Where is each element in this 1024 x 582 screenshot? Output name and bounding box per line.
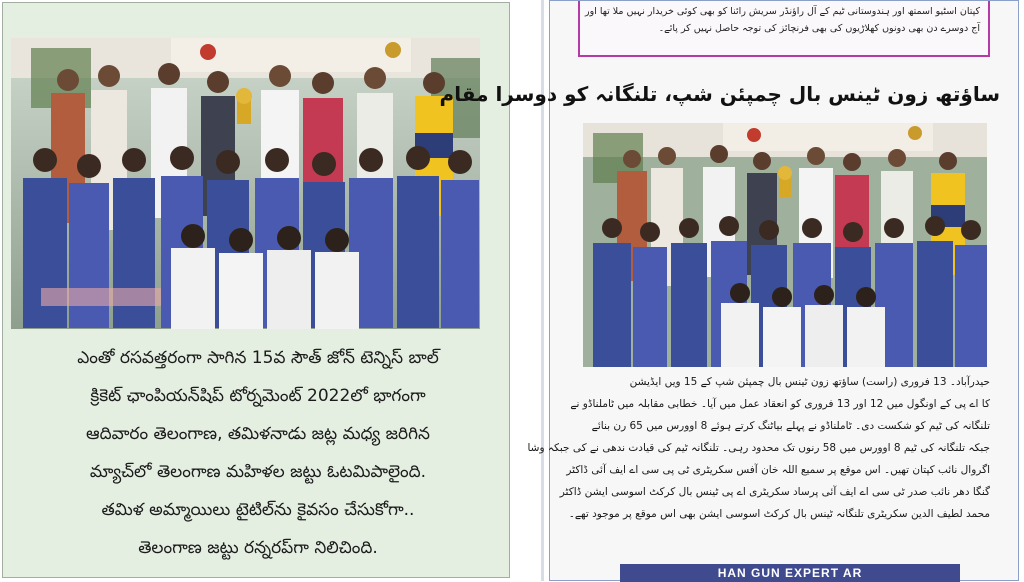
urdu-body-line: حیدرآباد۔ 13 فروری (راست) ساؤتھ زون ٹینس بال چمپئن شپ کے 15 ویں ایڈیشن: [629, 376, 990, 388]
team-photo-illustration: [11, 38, 480, 329]
urdu-body-line: تلنگانہ کی ٹیم کو شکست دی۔ ٹاملناڈو نے پہلے بیاٹنگ کرتے ہوئے 8 اوورس میں 65 رن بنائے: [591, 420, 990, 432]
telugu-line: ఆదివారం తెలంగాణ, తమిళనాడు జట్ల మధ్య జరిగిన: [86, 424, 430, 444]
telugu-line: ఎంతో రసవత్తరంగా సాగిన 15వ సౌత్ జోన్ టెన్నిస్ బాల్: [77, 348, 439, 368]
telugu-line: తెలంగాణ జట్టు రన్నరప్‌గా నిలిచింది.: [138, 538, 378, 558]
urdu-news-body: [527, 371, 990, 525]
urdu-body-line: جبکہ تلنگانہ کی ٹیم 8 اوورس میں 58 رنوں تک محدود رہی۔ تلنگانہ ٹیم کی قیادت ندھی نے کی جبکہ وشا: [527, 442, 990, 454]
telugu-line: తమిళ అమ్మాయిలు టైటిల్‌ను కైవసం చేసుకోగా..: [101, 500, 415, 520]
next-article-banner: HAN GUN EXPERT AR: [620, 564, 960, 582]
previous-article-box: [578, 1, 990, 57]
urdu-body-line: کا اے پی کے اونگول میں 12 اور 13 فروری کو انعقاد عمل میں آیا۔ خطابی مقابلہ میں ٹاملناڈو نے: [570, 398, 990, 410]
urdu-headline: ساؤتھ زون ٹینس بال چمپئن شپ، تلنگانہ کو دوسرا مقام: [439, 82, 1000, 106]
urdu-body-line: گنگا دھر نائب صدر ٹی سی اے ایف آئی پرساد سکریٹری اے پی ٹینس بال کرکٹ اسوسی ایشن ڈاکٹر: [559, 486, 990, 498]
previous-article-line: کپتان اسٹیو اسمتھ اور ہندوستانی ٹیم کے آل راؤنڈر سریش رائنا کو بھی کوئی خریدار نہیں ملا تھا اور: [584, 6, 980, 17]
urdu-body-line: محمد لطیف الدین سکریٹری تلنگانہ ٹینس بال کرکٹ اسوسی ایشن بھی اس موقع پر موجود تھے۔: [568, 508, 990, 520]
team-photo-left: [11, 38, 480, 329]
telugu-clipping-panel: [2, 2, 510, 578]
urdu-body-line: اگروال نائب کپتان تھیں۔ اس موقع پر سمیع اللہ خان آفس سکریٹری ٹی پی سی اے ایف آئی ڈاکٹر: [566, 464, 990, 476]
team-photo-illustration: [583, 123, 987, 367]
urdu-clipping-panel: [439, 0, 1019, 581]
telugu-line: మ్యాచ్‌లో తెలంగాణ మహిళల జట్టు ఓటమిపాలైంది.: [89, 462, 427, 482]
urdu-clipping: [439, 0, 1024, 581]
telugu-line: క్రికెట్ ఛాంపియన్‌షిప్ టోర్నమెంట్ 2022లో భాగంగా: [90, 386, 426, 406]
previous-article-line: آج دوسرے دن بھی دونوں کھلاڑیوں کی بھی فرنچائز کی توجہ حاصل نہیں کر پائے۔: [658, 23, 980, 34]
telugu-news-text: [19, 339, 497, 567]
team-photo-right: [583, 123, 987, 367]
